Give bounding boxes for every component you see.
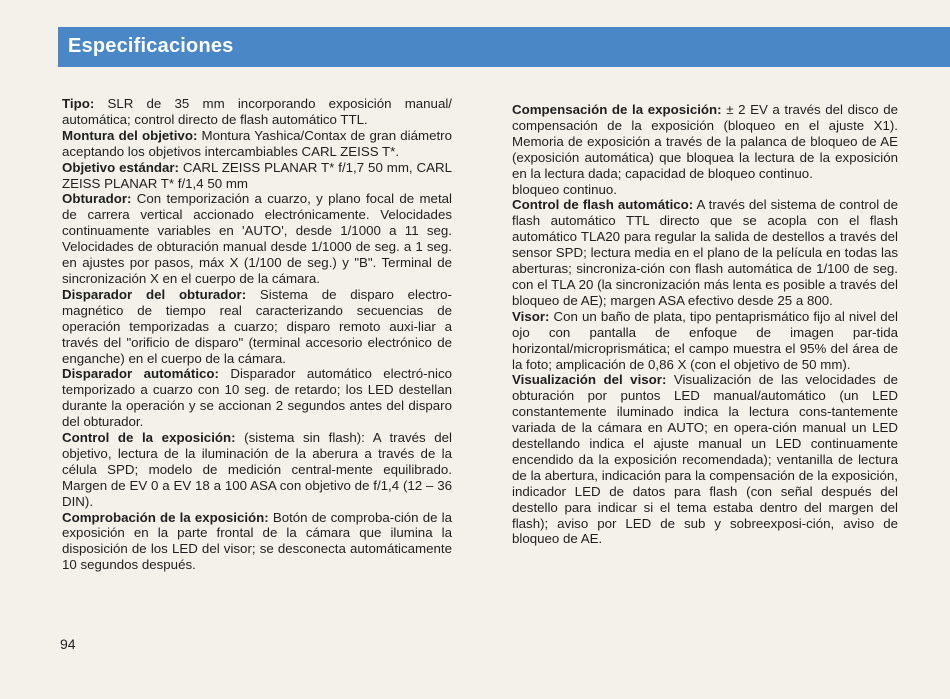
spec-text: (sistema sin flash): A través del objetivo, lectura de la iluminación de la aberura a través de la célula SPD; modelo de medición central-mente equilibrado. Margen de EV 0 a EV 18 a 100 ASA con objetivo de f/1,4 (12 – 36 DIN). <box>62 430 453 509</box>
spec-entry-objetivo <box>62 160 452 192</box>
spec-text: Disparador automático electró-nico temporizado a cuarzo con 10 seg. de retardo; los LED destellan durante la operación y se accionan 2 segundos antes del disparo del obturador. <box>62 366 452 430</box>
spec-entry-montura <box>62 128 452 160</box>
spec-entry-tipo <box>62 96 452 128</box>
spec-text: Visualización de las velocidades de obturación por puntos LED manual/automático (un LED constantemente iluminado indica la lectura cons-tantemente variada de la cámara en AUTO; en opera-ción manual un LED destellando indica el ajuste manual un LED continuamente encendido da la exposición recomendada); ventanilla de lectura de la abertura, indicación para la compensación de la exposición, indicador LED de datos para flash (con señal después del destello para indicar si el tema estaba dentro del margen del flash); aviso por LED de sub y sobreexposi-ción, aviso de bloqueo de AE. <box>512 372 899 547</box>
spec-entry-disparador-obturador <box>62 287 452 367</box>
spec-term: Control de la exposición: <box>62 430 236 446</box>
section-header-band <box>58 27 950 67</box>
spec-term: Disparador del obturador: <box>62 286 247 302</box>
spec-entry-compensacion <box>512 102 898 182</box>
left-column <box>62 96 452 573</box>
spec-text: Montura Yashica/Contax de gran diámetro aceptando los objetivos intercambiables CARL ZEISS T*. <box>62 127 452 159</box>
spec-text: A través del sistema de control de flash automático TTL directo que se acopla con el flash automático TLA20 para regular la salida de destellos a través del sensor SPD; lectura media en el plano de la película en todas las aberturas; sincroniza-ción con flash automática de 1/100 de seg. con el TLA 20 (la sincronización más lenta es posible a través del bloqueo de AE); margen ASA efectivo desde 25 a 800. <box>512 197 898 308</box>
spec-text: CARL ZEISS PLANAR T* f/1,7 50 mm, CARL ZEISS PLANAR T* f/1,4 50 mm <box>62 159 453 191</box>
spec-text: ± 2 EV a través del disco de compensación de la exposición (bloqueo en el ajuste X1). Memoria de exposición a través de la palanca de bloqueo de AE (exposición automática) que bloquea la lectura de la exposición en la lectura dada; capacidad de bloqueo continuo. <box>512 102 899 181</box>
spec-entry-control-exposicion <box>62 430 452 510</box>
spec-text: Con temporización a cuarzo, y plano focal de metal de carrera vertical accionado electrónicamente. Velocidades continuamente variables en 'AUTO', desde 1/1000 a 11 seg. Velocidades de obturación manual desde 1/1000 de seg. a 1 seg. en ajustes por pasos, máx X (1/100 de seg.) y "B". Terminal de sincronización X en el cuerpo de la cámara. <box>62 191 452 286</box>
spec-entry-comprobacion <box>62 510 452 574</box>
spec-term: Control de flash automático: <box>512 197 694 213</box>
spec-text: Sistema de disparo electro-magnético de tiempo real caracterizando secuencias de operación temporizadas a cuarzo; disparo remoto auxi-liar a través del "orificio de disparo" (terminal accesorio electrónico de enganche) en el cuerpo de la cámara. <box>62 286 452 366</box>
spec-entry-visualizacion <box>512 372 898 547</box>
spec-entry-bloqueo-continuo <box>512 182 898 198</box>
spec-text: bloqueo continuo. <box>512 181 617 197</box>
spec-text: Con un baño de plata, tipo pentaprismático fijo al nivel del ojo con pantalla de enfoque de imagen par-tida horizontal/microprismática; el campo muestra el 95% del área de la foto; amplicación de 0,86 X (con el objetivo de 50 mm). <box>512 308 898 372</box>
spec-term: Montura del objetivo: <box>62 127 198 143</box>
spec-term: Disparador automático: <box>62 366 219 382</box>
page-number: 94 <box>60 636 76 652</box>
spec-entry-visor <box>512 309 898 373</box>
spec-entry-obturador <box>62 191 452 286</box>
spec-term: Visor: <box>512 308 550 324</box>
right-column <box>512 102 898 547</box>
spec-text: Botón de comproba-ción de la exposición en la parte frontal de la cámara que ilumina la disposición de los LED del visor; se desconecta automáticamente 10 segundos después. <box>62 509 452 573</box>
spec-entry-disparador-automatico <box>62 366 452 430</box>
spec-text: SLR de 35 mm incorporando exposición manual/ automática; control directo de flash automático TTL. <box>62 96 452 127</box>
spec-term: Obturador: <box>62 191 132 207</box>
spec-term: Comprobación de la exposición: <box>62 509 269 525</box>
section-title: Especificaciones <box>68 35 234 57</box>
spec-entry-control-flash <box>512 197 898 308</box>
spec-term: Tipo: <box>62 96 95 111</box>
spec-term: Visualización del visor: <box>512 372 667 388</box>
spec-term: Objetivo estándar: <box>62 159 179 175</box>
spec-term: Compensación de la exposición: <box>512 102 722 117</box>
